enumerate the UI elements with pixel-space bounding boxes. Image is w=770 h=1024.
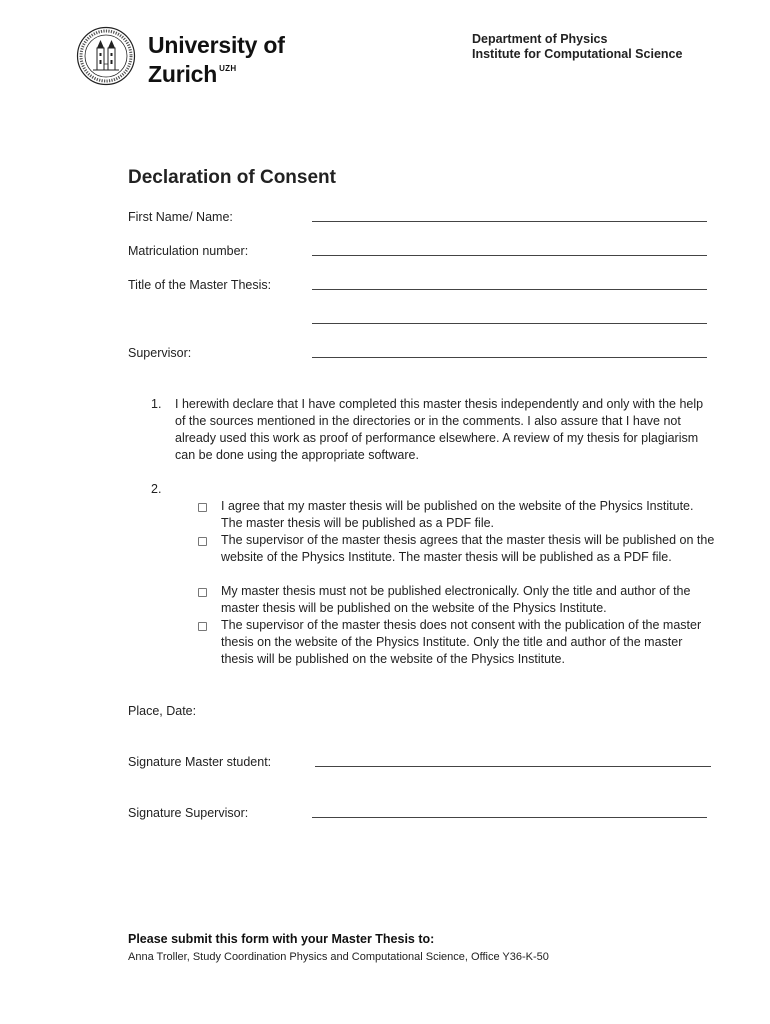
item-1-text: I herewith declare that I have completed this master thesis independently and only with the help of the sources mentioned in the directories or in the comments. I also assure that I have not already used this work as proof of performance elsewhere. A review of my thesis for plagiarism can be done using the appropriate software. (175, 397, 704, 462)
thesis-title-field-line-1[interactable] (312, 289, 707, 290)
submission-contact: Anna Troller, Study Coordination Physics and Computational Science, Office Y36-K-50 (128, 951, 549, 963)
university-name-line2 (148, 57, 236, 86)
thesis-title-field-line-2[interactable] (312, 323, 707, 324)
matriculation-field-line[interactable] (312, 255, 707, 256)
name-field-line[interactable] (312, 221, 707, 222)
university-seal-icon (76, 26, 136, 86)
department-name: Department of Physics (472, 32, 608, 46)
option-checkbox[interactable] (198, 622, 207, 631)
option-checkbox[interactable] (198, 537, 207, 546)
signature-supervisor-label: Signature Supervisor: (128, 806, 249, 820)
item-2-number: 2. (151, 482, 162, 496)
option-text: My master thesis must not be published electronically. Only the title and author of the master thesis will be published on the website of the Physics Institute. (221, 584, 691, 615)
option-checkbox[interactable] (198, 503, 207, 512)
matriculation-label: Matriculation number: (128, 244, 249, 258)
name-label: First Name/ Name: (128, 210, 233, 224)
option-checkbox[interactable] (198, 588, 207, 597)
option-text: I agree that my master thesis will be published on the website of the Physics Institute. The master thesis will be published as a PDF file. (221, 499, 694, 530)
supervisor-field-line[interactable] (312, 357, 707, 358)
university-name-line1: University of (148, 32, 285, 58)
item-1-number: 1. (151, 397, 162, 411)
page-title: Declaration of Consent (128, 167, 336, 188)
university-city: Zurich (148, 61, 218, 87)
supervisor-label: Supervisor: (128, 346, 192, 360)
signature-student-label: Signature Master student: (128, 755, 272, 769)
signature-student-line[interactable] (315, 766, 711, 767)
submission-instruction: Please submit this form with your Master Thesis to: (128, 932, 435, 946)
option-text: The supervisor of the master thesis agrees that the master thesis will be published on the website of the Physics Institute. The master thesis will be published as a PDF file. (221, 533, 715, 564)
thesis-title-label: Title of the Master Thesis: (128, 278, 272, 292)
institute-name: Institute for Computational Science (472, 47, 683, 61)
uzh-badge: UZH (219, 64, 237, 73)
signature-supervisor-line[interactable] (312, 817, 707, 818)
university-logo (76, 26, 296, 88)
department-header (472, 32, 682, 62)
option-text: The supervisor of the master thesis does not consent with the publication of the master thesis on the website of the Physics Institute. Only the title and author of the master thesis will be published on the website of the Physics Institute. (221, 618, 702, 666)
place-date-label: Place, Date: (128, 704, 197, 718)
